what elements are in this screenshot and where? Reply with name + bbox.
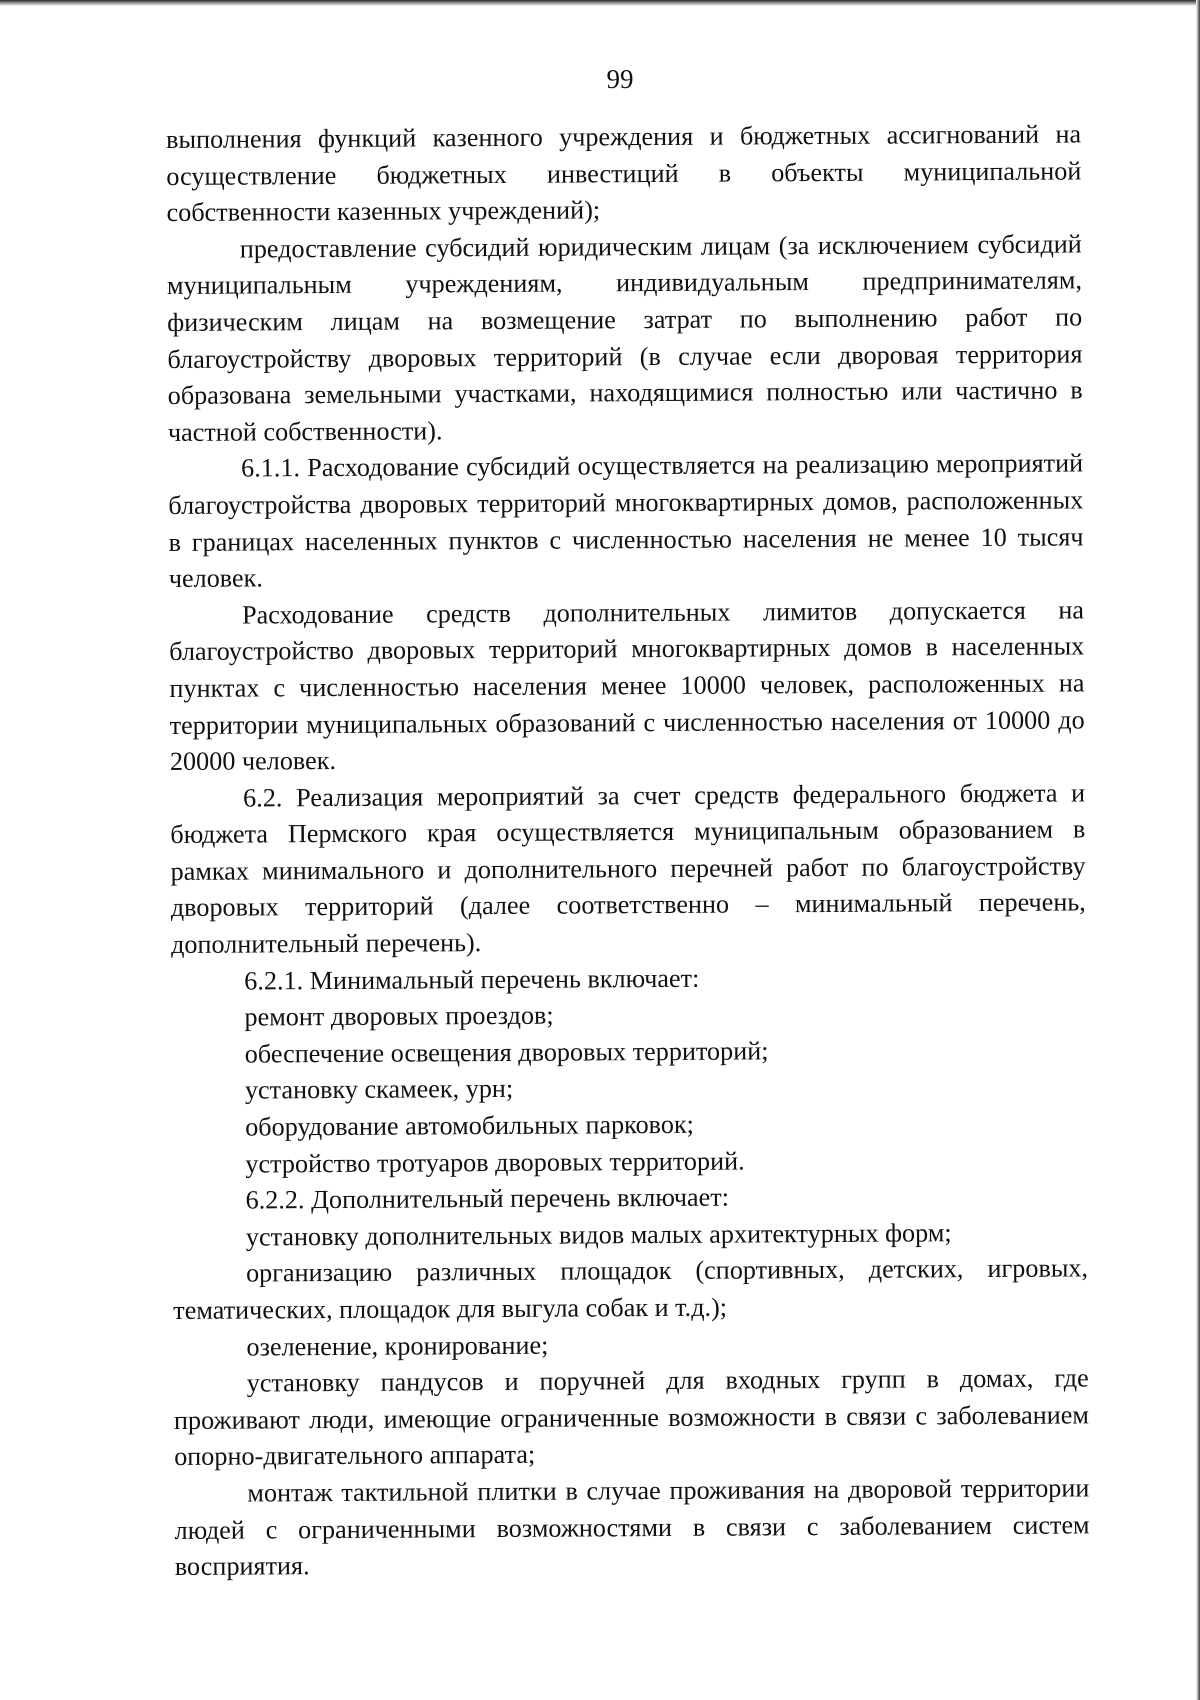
list-item: оборудование автомобильных парковок; xyxy=(245,1109,694,1142)
paragraph: Расходование средств дополнительных лимитов допускается на благоустройство дворовых территорий многоквартирных домов в населенных пунктах с численностью населения менее 10000 человек, расположенных на территории муниципальных образований с численностью населения от 10000 до 20000 человек. xyxy=(169,595,1085,777)
paragraph: выполнения функций казенного учреждения и бюджетных ассигнований на осуществление бюджетных инвестиций в объекты муниципальной собственности казенных учреждений); xyxy=(166,119,1082,228)
scan-right-edge xyxy=(1196,0,1200,1700)
list-item: обеспечение освещения дворовых территорий; xyxy=(244,1036,769,1069)
list-item: установку дополнительных видов малых архитектурных форм; xyxy=(245,1218,952,1252)
list-item: монтаж тактильной плитки в случае проживания на дворовой территории людей с ограниченными возможностями в связи с заболеванием систем восприятия. xyxy=(174,1473,1090,1582)
scan-top-edge xyxy=(0,0,1200,6)
page-number: 99 xyxy=(606,64,634,94)
document-body xyxy=(166,116,1090,1585)
paragraph: 6.1.1. Расходование субсидий осуществляется на реализацию мероприятий благоустройства дворовых территорий многоквартирных домов, расположенных в границах населенных пунктов с численностью населения не менее 10 тысяч человек. xyxy=(168,448,1084,594)
list-item: ремонт дворовых проездов; xyxy=(244,1000,554,1032)
paragraph: 6.2. Реализация мероприятий за счет средств федерального бюджета и бюджета Пермского края осуществляется муниципальным образованием в рамках минимального и дополнительного перечней работ по благоустройству дворовых территорий (далее соответственно – минимальный перечень, дополнительный перечень). xyxy=(170,778,1086,960)
list-item: установку пандусов и поручней для входных групп в домах, где проживают люди, имеющие ограниченные возможности в связи с заболеванием опорно-двигательного аппарата; xyxy=(173,1363,1090,1472)
list-item: озеленение, кронирование; xyxy=(246,1330,549,1362)
list-item: организацию различных площадок (спортивных, детских, игровых, тематических, площадок для выгула собак и т.д.); xyxy=(173,1253,1089,1325)
list-item: установку скамеек, урн; xyxy=(244,1074,514,1105)
paragraph: предоставление субсидий юридическим лицам (за исключением субсидий муниципальным учреждениям, индивидуальным предпринимателям, физическим лицам на возмещение затрат по выполнению работ по благоустройству дворовых территорий (в случае если дворовая территория образована земельными участками, находящимися полностью или частично в частной собственности). xyxy=(166,229,1083,447)
list-heading: 6.2.2. Дополнительный перечень включает: xyxy=(245,1182,730,1215)
list-heading: 6.2.1. Минимальный перечень включает: xyxy=(244,963,700,996)
list-item: устройство тротуаров дворовых территорий. xyxy=(245,1146,745,1179)
